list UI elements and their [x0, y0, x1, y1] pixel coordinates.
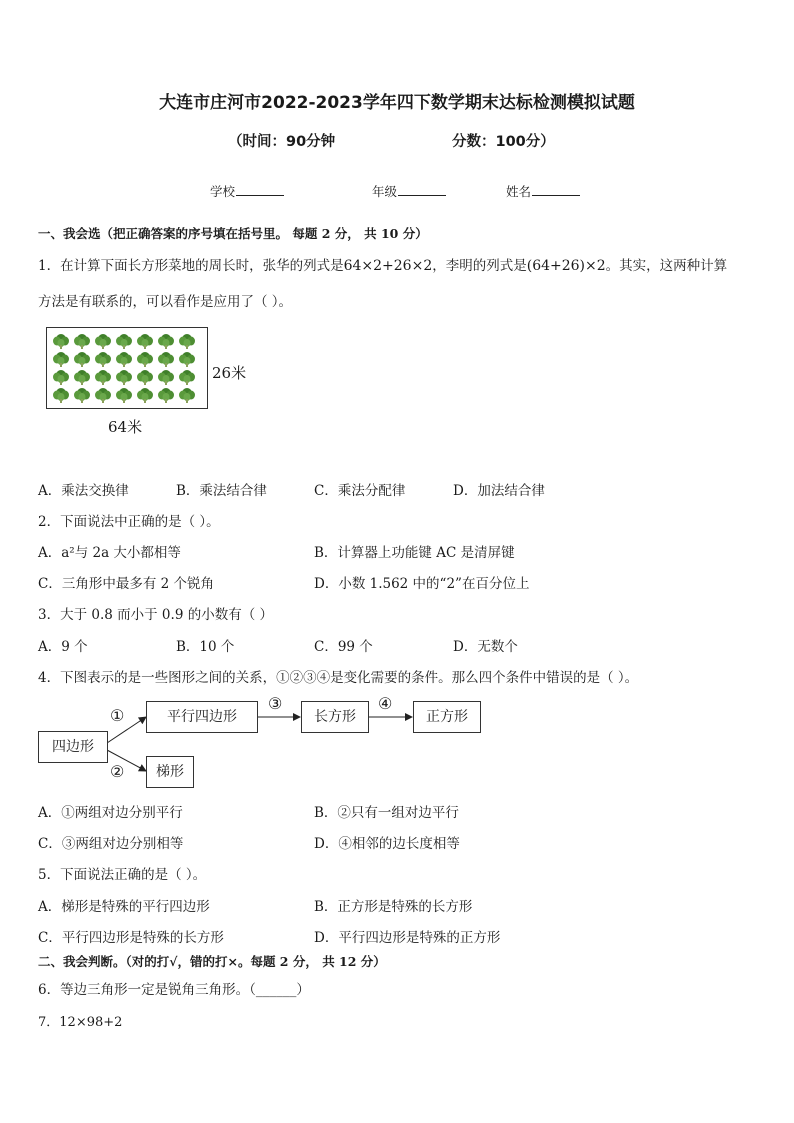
q1-option-a[interactable]: A．乘法交换律	[38, 483, 129, 499]
field-length-label: 64米	[108, 418, 143, 436]
page-title: 大连市庄河市2022-2023学年四下数学期末达标检测模拟试题	[159, 93, 635, 113]
name-blank[interactable]	[532, 185, 580, 196]
name-field[interactable]	[506, 182, 580, 200]
q3-option-d[interactable]: D．无数个	[453, 639, 518, 655]
question-6: 6．等边三角形一定是锐角三角形。（______）	[38, 982, 310, 998]
q2-option-a[interactable]: A．a²与 2a 大小都相等	[38, 545, 181, 561]
q1-option-b[interactable]: B．乘法结合律	[176, 483, 267, 499]
diagram-quadrilateral-box: 四边形	[38, 731, 108, 763]
q1-text-b: ，李明的列式是	[432, 258, 527, 274]
field-width-label: 26米	[212, 364, 247, 382]
grade-blank[interactable]	[398, 185, 446, 196]
grade-label: 年级	[372, 184, 398, 199]
q5-option-b[interactable]: B．正方形是特殊的长方形	[314, 899, 473, 915]
q1-text-c: 。其实，这两种计算	[605, 258, 728, 274]
diagram-condition-3: ③	[268, 694, 283, 713]
q3-option-b[interactable]: B．10 个	[176, 639, 235, 655]
school-label: 学校	[210, 184, 236, 199]
question-2: 2．下面说法中正确的是（ ）。	[38, 514, 220, 530]
q3-option-c[interactable]: C．99 个	[314, 639, 373, 655]
section-1-heading: 一、我会选（把正确答案的序号填在括号里。 每题 2 分， 共 10 分）	[38, 226, 428, 241]
question-1-line-1	[38, 254, 727, 274]
q4-option-b[interactable]: B．②只有一组对边平行	[314, 805, 459, 821]
q2-option-b[interactable]: B．计算器上功能键 AC 是清屏键	[314, 545, 515, 561]
school-field[interactable]	[210, 182, 284, 200]
diagram-rectangle-box: 长方形	[301, 701, 369, 733]
q1-expression-zhanghua: 64×2+26×2	[343, 258, 433, 274]
diagram-parallelogram-box: 平行四边形	[146, 701, 258, 733]
diagram-condition-1: ①	[110, 706, 125, 725]
diagram-condition-4: ④	[378, 694, 393, 713]
q5-option-c[interactable]: C．平行四边形是特殊的长方形	[38, 930, 224, 946]
question-1-line-2: 方法是有联系的，可以看作是应用了（ ）。	[38, 294, 293, 310]
grade-field[interactable]	[372, 182, 446, 200]
q5-option-a[interactable]: A．梯形是特殊的平行四边形	[38, 899, 210, 915]
vegetable-icons	[53, 334, 195, 403]
question-4: 4．下图表示的是一些图形之间的关系，①②③④是变化需要的条件。那么四个条件中错误的是（ ）。	[38, 670, 639, 686]
q1-expression-liming: (64+26)×2	[526, 258, 606, 274]
diagram-square-box: 正方形	[413, 701, 481, 733]
q4-option-c[interactable]: C．③两组对边分别相等	[38, 836, 184, 852]
name-label: 姓名	[506, 184, 532, 199]
question-5: 5．下面说法正确的是（ ）。	[38, 867, 207, 883]
diagram-condition-2: ②	[110, 762, 125, 781]
school-blank[interactable]	[236, 185, 284, 196]
q4-option-d[interactable]: D．④相邻的边长度相等	[314, 836, 460, 852]
question-3: 3．大于 0.8 而小于 0.9 的小数有（ ）	[38, 607, 273, 623]
section-2-heading: 二、我会判断。（对的打√，错的打×。每题 2 分， 共 12 分）	[38, 954, 386, 969]
q1-text-a: 1．在计算下面长方形菜地的周长时，张华的列式是	[38, 258, 344, 274]
exam-time: （时间：90分钟	[228, 134, 336, 150]
q1-option-c[interactable]: C．乘法分配律	[314, 483, 406, 499]
q5-option-d[interactable]: D．平行四边形是特殊的正方形	[314, 930, 501, 946]
q1-option-d[interactable]: D．加法结合律	[453, 483, 545, 499]
vegetable-grid-image	[52, 331, 204, 405]
question-7: 7．12×98+2	[38, 1015, 123, 1030]
exam-score: 分数：100分）	[452, 134, 555, 150]
q3-option-a[interactable]: A．9 个	[38, 639, 88, 655]
diagram-trapezoid-box: 梯形	[146, 756, 194, 788]
q2-option-d[interactable]: D．小数 1.562 中的“2”在百分位上	[314, 576, 530, 592]
q4-option-a[interactable]: A．①两组对边分别平行	[38, 805, 183, 821]
q2-option-c[interactable]: C．三角形中最多有 2 个锐角	[38, 576, 215, 592]
